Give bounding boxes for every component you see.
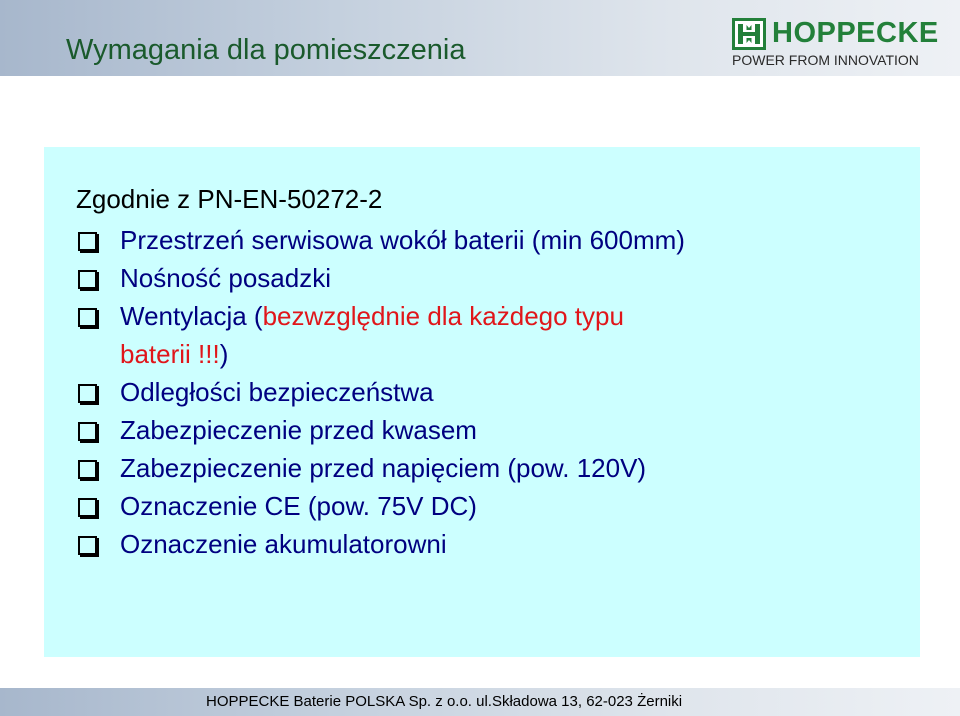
checkbox-bullet-icon xyxy=(78,498,97,517)
item-text: Zabezpieczenie przed napięciem (pow. 120V) xyxy=(120,453,647,483)
list-item xyxy=(76,221,685,259)
logo-tagline: POWER FROM INNOVATION xyxy=(732,52,919,68)
footer-text: HOPPECKE Baterie POLSKA Sp. z o.o. ul.Składowa 13, 62-023 Żerniki xyxy=(206,693,683,710)
list-item xyxy=(76,525,685,563)
item-text: Oznaczenie CE (pow. 75V DC) xyxy=(120,491,477,521)
hoppecke-logo-icon xyxy=(732,18,766,50)
item-text-end: ) xyxy=(219,339,229,369)
checkbox-bullet-icon xyxy=(78,422,97,441)
item-text: Przestrzeń serwisowa wokół baterii (min 600mm) xyxy=(120,225,685,255)
list-item xyxy=(76,487,685,525)
item-highlight-continued: baterii !!! xyxy=(120,339,220,369)
item-text: Nośność posadzki xyxy=(120,263,331,293)
list-item xyxy=(76,297,685,373)
list-item xyxy=(76,411,685,449)
checkbox-bullet-icon xyxy=(78,384,97,403)
content-box xyxy=(44,147,920,657)
footer-band xyxy=(0,688,960,716)
checkbox-bullet-icon xyxy=(78,270,97,289)
hoppecke-logo xyxy=(728,18,946,72)
checkbox-bullet-icon xyxy=(78,536,97,555)
requirements-list xyxy=(76,221,685,563)
checkbox-bullet-icon xyxy=(78,308,97,327)
item-text: Odległości bezpieczeństwa xyxy=(120,377,434,407)
logo-wordmark: HOPPECKE xyxy=(772,17,939,49)
item-highlight: bezwzględnie dla każdego typu xyxy=(262,301,624,331)
list-item xyxy=(76,373,685,411)
slide-title: Wymagania dla pomieszczenia xyxy=(66,34,466,66)
item-text: Wentylacja ( xyxy=(120,301,263,331)
checkbox-bullet-icon xyxy=(78,460,97,479)
item-text: Zabezpieczenie przed kwasem xyxy=(120,415,477,445)
header-band xyxy=(0,0,960,76)
standard-reference: Zgodnie z PN-EN-50272-2 xyxy=(76,184,383,214)
item-text: Oznaczenie akumulatorowni xyxy=(120,529,447,559)
list-item xyxy=(76,449,685,487)
checkbox-bullet-icon xyxy=(78,232,97,251)
list-item xyxy=(76,259,685,297)
